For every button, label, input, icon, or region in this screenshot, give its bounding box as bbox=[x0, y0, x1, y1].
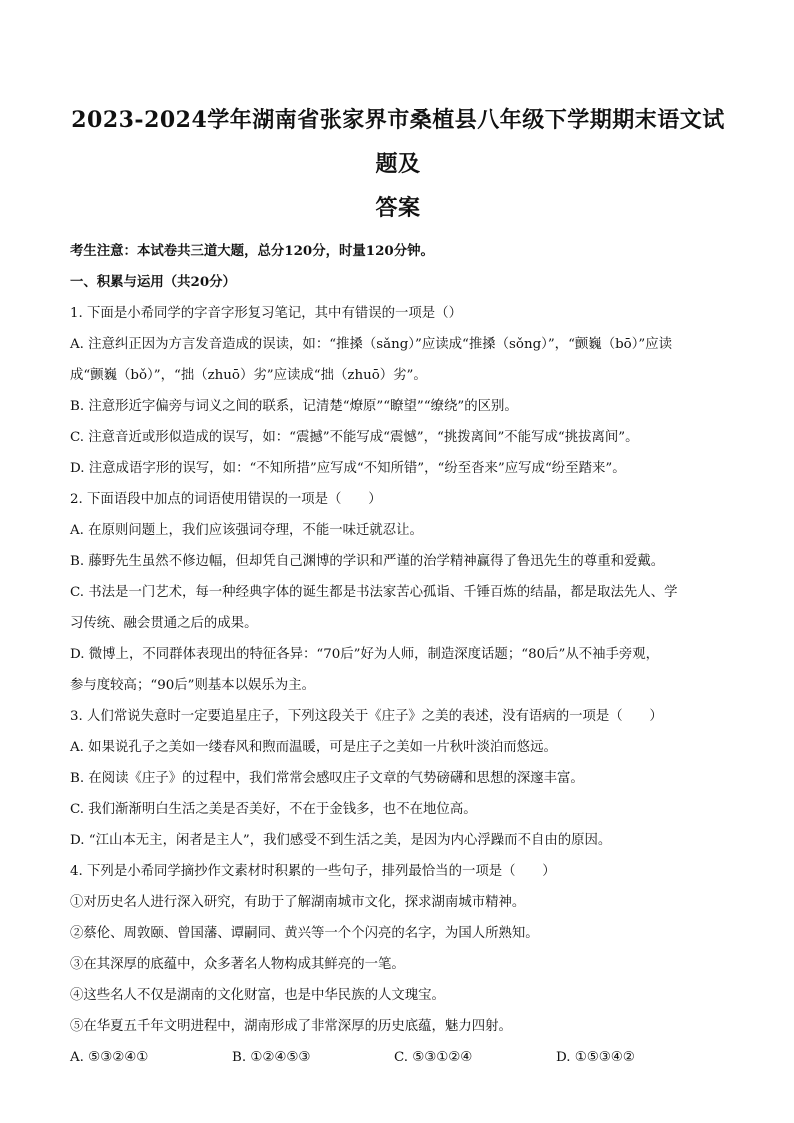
exam-notice: 考生注意：本试卷共三道大题，总分120分，时量120分钟。 bbox=[70, 243, 434, 259]
question-3-option-d: D. “江山本无主，闲者是主人”，我们感受不到生活之美，是因为内心浮躁而不自由的原因。 bbox=[70, 833, 612, 848]
section-heading: 一、积累与运用（共20分） bbox=[70, 274, 236, 290]
question-1-option-a-line2: 成“颤巍（bǒ）”，“拙（zhuō）劣”应读成“拙（zhuō）劣”。 bbox=[70, 368, 427, 383]
question-1-option-b: B. 注意形近字偏旁与词义之间的联系，记清楚“燎原”“瞭望”“缭绕”的区别。 bbox=[70, 399, 518, 414]
exam-title-line1: 2023-2024学年湖南省张家界市桑植县八年级下学期期末语文试题及 bbox=[71, 107, 725, 177]
question-4-option-c: C. ⑤③①②④ bbox=[394, 1050, 473, 1065]
question-1-stem: 1. 下面是小希同学的字音字形复习笔记，其中有错误的一项是（） bbox=[70, 306, 462, 321]
question-4-sentence-1: ①对历史名人进行深入研究，有助于了解湖南城市文化，探求湖南城市精神。 bbox=[70, 895, 526, 910]
question-2-stem: 2. 下面语段中加点的词语使用错误的一项是（ ） bbox=[70, 492, 382, 507]
question-3-stem: 3. 人们常说失意时一定要追星庄子，下列这段关于《庄子》之美的表述，没有语病的一项是（ ） bbox=[70, 709, 663, 724]
question-2-option-c-line1: C. 书法是一门艺术，每一种经典字体的诞生都是书法家苦心孤诣、千锤百炼的结晶，都是取法先人、学 bbox=[70, 585, 678, 600]
question-1-option-d: D. 注意成语字形的误写，如：“不知所措”应写成“不知所错”，“纷至沓来”应写成“纷至踏来”。 bbox=[70, 461, 626, 476]
question-2-option-d-line1: D. 微博上，不同群体表现出的特征各异：“70后”好为人师，制造深度话题；“80后”从不袖手旁观， bbox=[70, 647, 660, 662]
question-3-option-b: B. 在阅读《庄子》的过程中，我们常常会感叹庄子文章的气势磅礴和思想的深邃丰富。 bbox=[70, 771, 584, 786]
question-2-option-a: A. 在原则问题上，我们应该强词夺理，不能一味迁就忍让。 bbox=[70, 523, 423, 538]
question-4-sentence-2: ②蔡伦、周敦颐、曾国藩、谭嗣同、黄兴等一个个闪亮的名字，为国人所熟知。 bbox=[70, 926, 539, 941]
question-2-option-b: B. 藤野先生虽然不修边幅，但却凭自己渊博的学识和严谨的治学精神赢得了鲁迅先生的尊重和爱戴。 bbox=[70, 554, 665, 569]
question-4-sentence-3: ③在其深厚的底蕴中，众多著名人物构成其鲜亮的一笔。 bbox=[70, 957, 405, 972]
question-4-sentence-4: ④这些名人不仅是湖南的文化财富，也是中华民族的人文瑰宝。 bbox=[70, 988, 445, 1003]
question-2-option-d-line2: 参与度较高；“90后”则基本以娱乐为主。 bbox=[70, 678, 315, 693]
question-4-option-b: B. ①②④⑤③ bbox=[232, 1050, 311, 1065]
question-3-option-a: A. 如果说孔子之美如一缕春风和煦而温暖，可是庄子之美如一片秋叶淡泊而悠远。 bbox=[70, 740, 557, 755]
question-1-option-a-line1: A. 注意纠正因为方言发音造成的误读，如：“推搡（sǎng）”应读成“推搡（sǒng）”，“颤巍（bō）”应读 bbox=[70, 337, 673, 352]
question-3-option-c: C. 我们渐渐明白生活之美是否美好，不在于金钱多，也不在地位高。 bbox=[70, 802, 477, 817]
question-4-options bbox=[70, 1042, 726, 1073]
question-4-sentence-5: ⑤在华夏五千年文明进程中，湖南形成了非常深厚的历史底蕴，魅力四射。 bbox=[70, 1019, 512, 1034]
question-2-option-c-line2: 习传统、融会贯通之后的成果。 bbox=[70, 616, 258, 631]
question-4-option-d: D. ①⑤③④② bbox=[556, 1050, 635, 1065]
exam-title-line2: 答案 bbox=[375, 195, 421, 221]
question-4-option-a: A. ⑤③②④① bbox=[70, 1050, 149, 1065]
question-4-stem: 4. 下列是小希同学摘抄作文素材时积累的一些句子，排列最恰当的一项是（ ） bbox=[70, 864, 556, 879]
question-1-option-c: C. 注意音近或形似造成的误写，如：“震撼”不能写成“震憾”，“挑拨离间”不能写成“挑拔离间”。 bbox=[70, 430, 639, 445]
